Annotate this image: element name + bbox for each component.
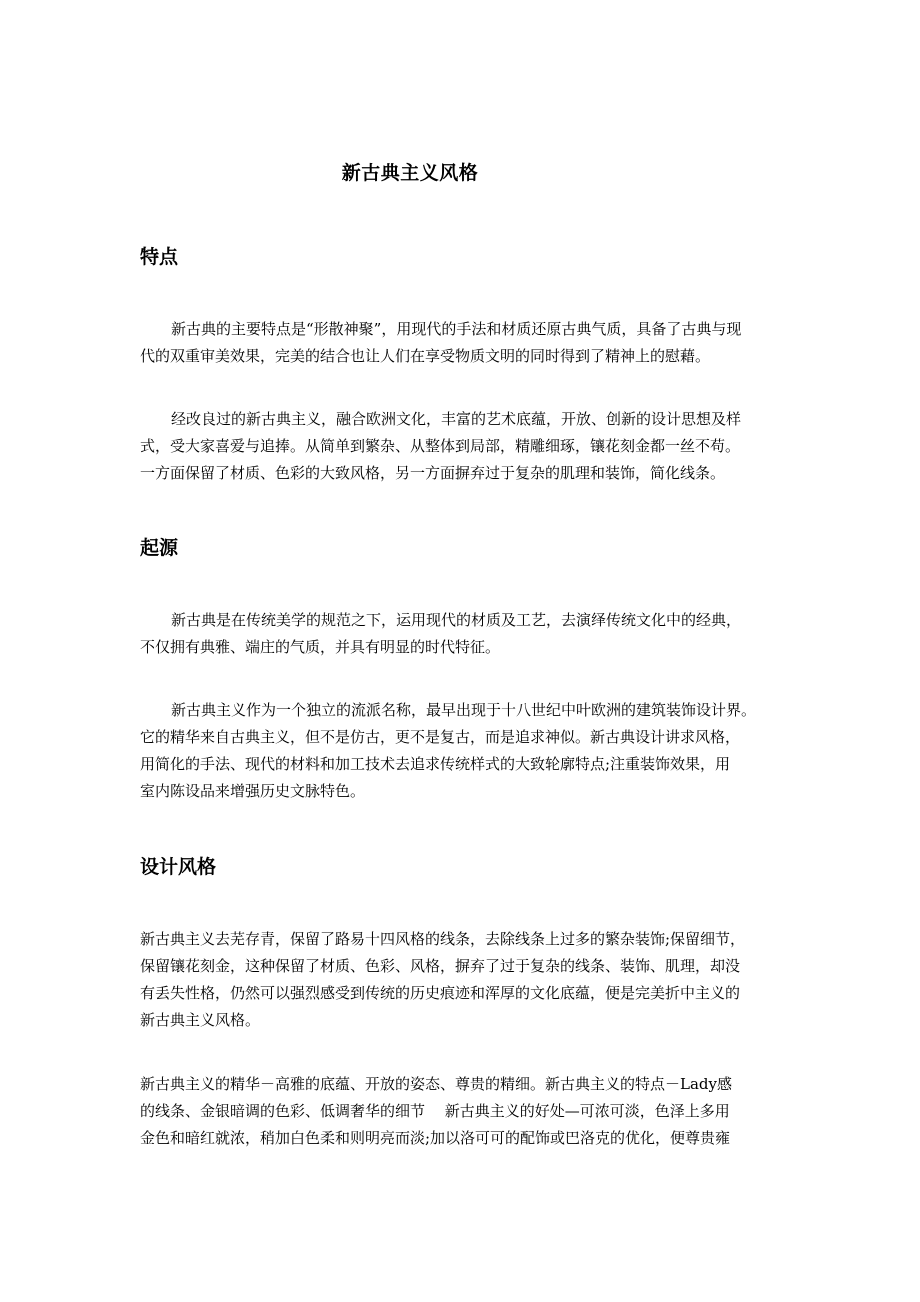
text-line: 金色和暗红就浓，稍加白色柔和则明亮而淡;加以洛可可的配饰或巴洛克的优化，便尊贵雍 bbox=[140, 1129, 731, 1147]
text-line: 新古典主义去芜存青，保留了路易十四风格的线条，去除线条上过多的繁杂装饰;保留细节， bbox=[140, 930, 746, 948]
text-line: 室内陈设品来增强历史文脉特色。 bbox=[140, 782, 366, 800]
text-line: 新古典的主要特点是“形散神聚”，用现代的手法和材质还原古典气质，具备了古典与现 bbox=[171, 320, 742, 338]
paragraph bbox=[140, 1071, 808, 1152]
text-line: 新古典主义的精华－高雅的底蕴、开放的姿态、尊贵的精细。新古典主义的特点－Lady感 bbox=[140, 1075, 732, 1093]
paragraph bbox=[140, 697, 839, 805]
text-line: 它的精华来自古典主义，但不是仿古，更不是复古，而是追求神似。新古典设计讲求风格， bbox=[140, 728, 741, 746]
document-title: 新古典主义风格 bbox=[341, 162, 479, 184]
text-line: 新古典主义风格。 bbox=[140, 1011, 261, 1029]
text-line: 新古典是在传统美学的规范之下，运用现代的材质及工艺，去演绎传统文化中的经典， bbox=[171, 611, 742, 629]
paragraph bbox=[140, 607, 839, 661]
text-line: 式，受大家喜爱与追捧。从简单到繁杂、从整体到局部，精雕细琢，镶花刻金都一丝不苟。 bbox=[140, 437, 741, 455]
text-line: 经改良过的新古典主义，融合欧洲文化，丰富的艺术底蕴，开放、创新的设计思想及样 bbox=[171, 410, 742, 428]
text-line: 新古典主义作为一个独立的流派名称，最早出现于十八世纪中叶欧洲的建筑装饰设计界。 bbox=[171, 701, 757, 719]
text-line: 不仅拥有典雅、端庄的气质，并具有明显的时代特征。 bbox=[140, 638, 501, 656]
text-line: 的线条、金银暗调的色彩、低调奢华的细节 新古典主义的好处—可浓可淡，色泽上多用 bbox=[140, 1102, 730, 1120]
text-line: 代的双重审美效果，完美的结合也让人们在享受物质文明的同时得到了精神上的慰藉。 bbox=[140, 347, 711, 365]
text-line: 保留镶花刻金，这种保留了材质、色彩、风格，摒弃了过于复杂的线条、装饰、肌理，却没 bbox=[140, 957, 741, 975]
text-line: 有丢失性格，仍然可以强烈感受到传统的历史痕迹和浑厚的文化底蕴，便是完美折中主义的 bbox=[140, 984, 741, 1002]
paragraph bbox=[140, 406, 839, 487]
section-heading-design-style: 设计风格 bbox=[140, 856, 217, 878]
section-heading-features: 特点 bbox=[140, 246, 179, 268]
section-heading-origin: 起源 bbox=[140, 537, 179, 559]
text-line: 一方面保留了材质、色彩的大致风格，另一方面摒弃过于复杂的肌理和装饰，简化线条。 bbox=[140, 464, 726, 482]
paragraph bbox=[140, 316, 839, 370]
text-line: 用简化的手法、现代的材料和加工技术去追求传统样式的大致轮廓特点;注重装饰效果，用 bbox=[140, 755, 731, 773]
paragraph bbox=[140, 926, 808, 1034]
